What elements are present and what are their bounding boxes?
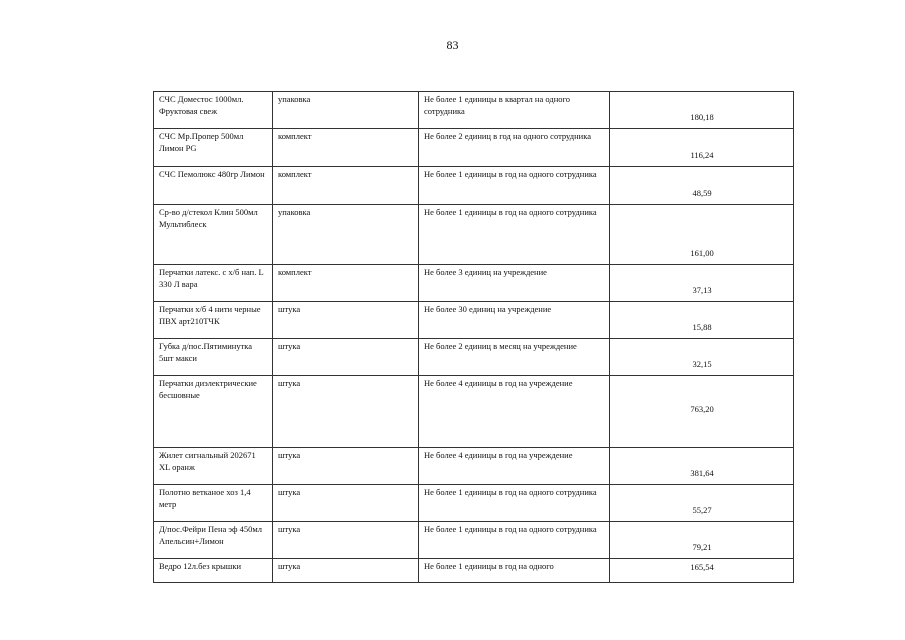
item-unit: комплект — [273, 167, 419, 205]
item-price: 55,27 — [610, 485, 794, 522]
item-name: Жилет сигнальный 202671 XL оранж — [154, 448, 273, 485]
table-row — [154, 92, 794, 129]
item-price: 763,20 — [610, 376, 794, 448]
item-norm: Не более 4 единицы в год на учреждение — [419, 448, 610, 485]
item-name: Перчатки диэлектрические бесшовные — [154, 376, 273, 448]
item-price: 48,59 — [610, 167, 794, 205]
item-price: 165,54 — [610, 559, 794, 583]
item-name: Д/пос.Фейри Пена эф 450мл Апельсин+Лимон — [154, 522, 273, 559]
item-norm: Не более 1 единицы в год на одного сотрудника — [419, 522, 610, 559]
item-norm: Не более 2 единиц в год на одного сотрудника — [419, 129, 610, 167]
item-price: 32,15 — [610, 339, 794, 376]
table-row — [154, 205, 794, 265]
table-row — [154, 167, 794, 205]
item-norm: Не более 4 единицы в год на учреждение — [419, 376, 610, 448]
item-unit: упаковка — [273, 92, 419, 129]
item-name: Ср-во д/стекол Клин 500мл Мультиблеск — [154, 205, 273, 265]
item-price: 381,64 — [610, 448, 794, 485]
table-row — [154, 376, 794, 448]
item-price: 161,00 — [610, 205, 794, 265]
item-norm: Не более 1 единицы в квартал на одного сотрудника — [419, 92, 610, 129]
item-price: 15,88 — [610, 302, 794, 339]
item-name: Ведро 12л.без крышки — [154, 559, 273, 583]
item-name: Перчатки латекс. с х/б нап. L 330 Л вара — [154, 265, 273, 302]
table-row — [154, 302, 794, 339]
table-row — [154, 339, 794, 376]
item-unit: штука — [273, 485, 419, 522]
table-row — [154, 265, 794, 302]
item-unit: штука — [273, 559, 419, 583]
page-number: 83 — [446, 38, 459, 52]
item-name: СЧС Мр.Пропер 500мл Лимон PG — [154, 129, 273, 167]
item-unit: упаковка — [273, 205, 419, 265]
table-row — [154, 485, 794, 522]
item-name: Губка д/пос.Пятиминутка 5шт макси — [154, 339, 273, 376]
item-unit: штука — [273, 302, 419, 339]
item-norm: Не более 2 единиц в месяц на учреждение — [419, 339, 610, 376]
item-price: 180,18 — [610, 92, 794, 129]
item-norm: Не более 1 единицы в год на одного — [419, 559, 610, 583]
item-unit: комплект — [273, 265, 419, 302]
item-price: 37,13 — [610, 265, 794, 302]
item-norm: Не более 30 единиц на учреждение — [419, 302, 610, 339]
item-name: СЧС Пемолюкс 480гр Лимон — [154, 167, 273, 205]
item-name: СЧС Доместос 1000мл. Фруктовая свеж — [154, 92, 273, 129]
norms-table — [153, 91, 794, 583]
table-row — [154, 448, 794, 485]
item-unit: штука — [273, 522, 419, 559]
item-norm: Не более 1 единицы в год на одного сотрудника — [419, 485, 610, 522]
table-row — [154, 129, 794, 167]
item-unit: штука — [273, 448, 419, 485]
item-unit: комплект — [273, 129, 419, 167]
item-norm: Не более 1 единицы в год на одного сотрудника — [419, 205, 610, 265]
item-unit: штука — [273, 376, 419, 448]
item-name: Перчатки х/б 4 нити черные ПВХ арт210ТЧК — [154, 302, 273, 339]
item-unit: штука — [273, 339, 419, 376]
item-norm: Не более 1 единицы в год на одного сотрудника — [419, 167, 610, 205]
item-price: 116,24 — [610, 129, 794, 167]
table-row — [154, 559, 794, 583]
table-row — [154, 522, 794, 559]
item-price: 79,21 — [610, 522, 794, 559]
item-norm: Не более 3 единиц на учреждение — [419, 265, 610, 302]
item-name: Полотно ветканое хоз 1,4 метр — [154, 485, 273, 522]
